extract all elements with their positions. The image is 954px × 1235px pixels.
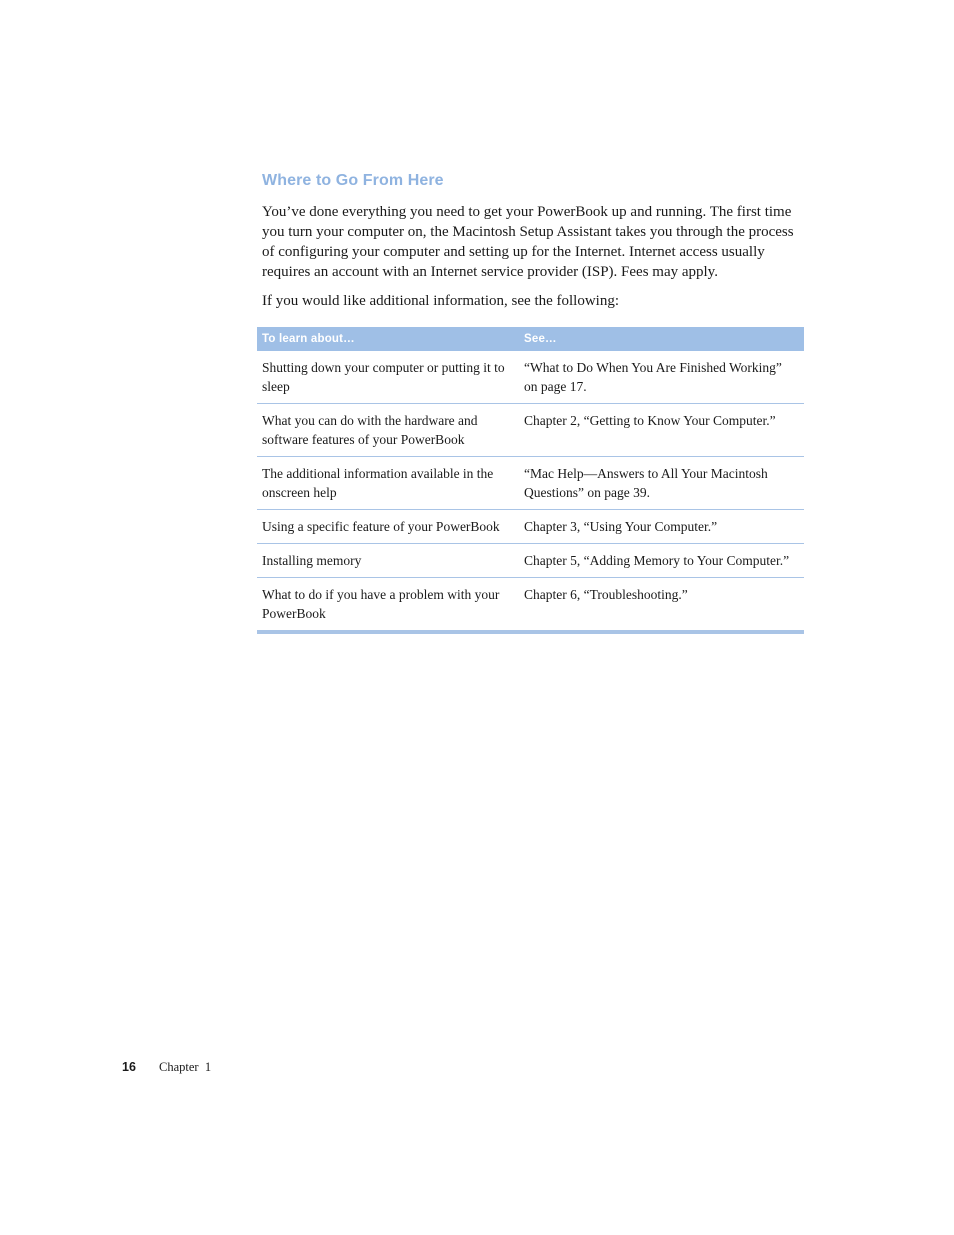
table-row	[257, 510, 804, 544]
table-row	[257, 457, 804, 510]
reference-cell: Chapter 3, “Using Your Computer.”	[519, 510, 804, 544]
reference-cell: Chapter 2, “Getting to Know Your Computer.”	[519, 404, 804, 457]
reference-cell: Chapter 5, “Adding Memory to Your Computer.”	[519, 544, 804, 578]
reference-cell: “What to Do When You Are Finished Working” on page 17.	[519, 351, 804, 404]
topic-cell: Shutting down your computer or putting it to sleep	[257, 351, 519, 404]
topic-cell: The additional information available in the onscreen help	[257, 457, 519, 510]
topic-cell: Using a specific feature of your PowerBook	[257, 510, 519, 544]
reference-cell: Chapter 6, “Troubleshooting.”	[519, 578, 804, 633]
reference-cell: “Mac Help—Answers to All Your Macintosh Questions” on page 39.	[519, 457, 804, 510]
table-row	[257, 351, 804, 404]
header-see: See…	[519, 327, 804, 351]
topic-cell: Installing memory	[257, 544, 519, 578]
table-header-row	[257, 327, 804, 351]
lead-in-paragraph: If you would like additional information, see the following:	[262, 293, 620, 309]
table-row	[257, 544, 804, 578]
topic-cell: What you can do with the hardware and software features of your PowerBook	[257, 404, 519, 457]
table-row	[257, 578, 804, 633]
reference-table	[257, 327, 804, 634]
header-learn-about: To learn about…	[257, 327, 519, 351]
chapter-label: Chapter 1	[159, 1060, 212, 1074]
table-row	[257, 404, 804, 457]
intro-paragraph: You’ve done everything you need to get your PowerBook up and running. The first time you turn your computer on, the Macintosh Setup Assistant takes you through the process of configuring your computer and setting up for the Internet. Internet access usually requires an account with an Internet service provider (ISP). Fees may apply.	[262, 204, 794, 280]
section-heading: Where to Go From Here	[262, 172, 444, 189]
page-number: 16	[122, 1060, 136, 1074]
topic-cell: What to do if you have a problem with your PowerBook	[257, 578, 519, 633]
